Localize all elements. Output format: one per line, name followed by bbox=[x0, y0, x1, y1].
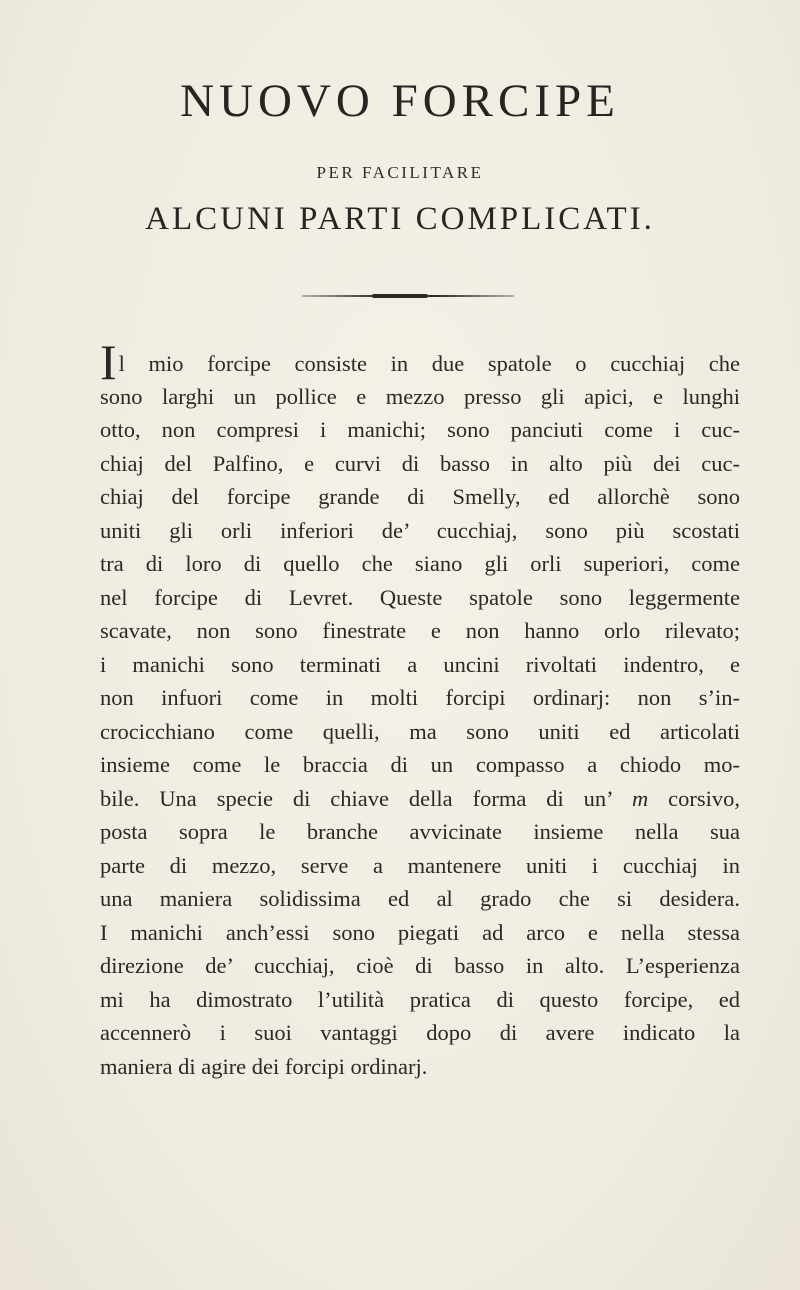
text-line: nel forcipe di Levret. Queste spatole sono leggermente bbox=[100, 584, 740, 610]
text-line: scavate, non sono finestrate e non hanno orlo rilevato; bbox=[100, 618, 740, 643]
text-line: maniera di agire dei forcipi ordinarj. bbox=[100, 1053, 428, 1079]
text-line: I manichi anch’essi sono piegati ad arco e nella stessa bbox=[100, 919, 740, 945]
text-line: sono larghi un pollice e mezzo presso gli apici, e lunghi bbox=[100, 383, 740, 409]
italic-letter: m bbox=[631, 785, 649, 811]
text-line: bile. Una specie di chiave della forma di un’ m corsivo, bbox=[100, 785, 740, 811]
text-line: mi ha dimostrato l’utilità pratica di questo forcipe, ed bbox=[100, 986, 740, 1012]
text-line: direzione de’ cucchiaj, cioè di basso in alto. L’esperienza bbox=[100, 953, 740, 978]
text-line: crocicchiano come quelli, ma sono uniti ed articolati bbox=[100, 718, 740, 744]
divider-rule-center bbox=[372, 294, 428, 298]
text-line: non infuori come in molti forcipi ordinarj: non s’in- bbox=[100, 685, 740, 710]
page-title-secondary: ALCUNI PARTI COMPLICATI. bbox=[145, 201, 655, 237]
text-line: insieme come le braccia di un compasso a chiodo mo- bbox=[100, 752, 740, 777]
text-line: uniti gli orli inferiori de’ cucchiaj, sono più scostati bbox=[100, 517, 740, 543]
body-paragraph bbox=[100, 334, 740, 1083]
text-line: una maniera solidissima ed al grado che si desidera. bbox=[100, 886, 740, 911]
text-line: tra di loro di quello che siano gli orli superiori, come bbox=[100, 551, 740, 576]
text-line: parte di mezzo, serve a mantenere uniti i cucchiaj in bbox=[100, 852, 740, 878]
page-subtitle: PER FACILITARE bbox=[316, 163, 484, 182]
text-line: i manichi sono terminati a uncini rivoltati indentro, e bbox=[100, 651, 740, 677]
drop-cap: I bbox=[100, 334, 117, 390]
text-line: posta sopra le branche avvicinate insieme nella sua bbox=[100, 819, 740, 844]
text-line: Il mio forcipe consiste in due spatole o cucchiaj che bbox=[100, 334, 740, 390]
text-line: chiaj del forcipe grande di Smelly, ed allorchè sono bbox=[100, 484, 740, 509]
page-title: NUOVO FORCIPE bbox=[180, 75, 620, 127]
text-line: accennerò i suoi vantaggi dopo di avere indicato la bbox=[100, 1020, 740, 1045]
text-line: chiaj del Palfino, e curvi di basso in alto più dei cuc- bbox=[100, 450, 740, 476]
text-line: otto, non compresi i manichi; sono panciuti come i cuc- bbox=[100, 417, 740, 442]
